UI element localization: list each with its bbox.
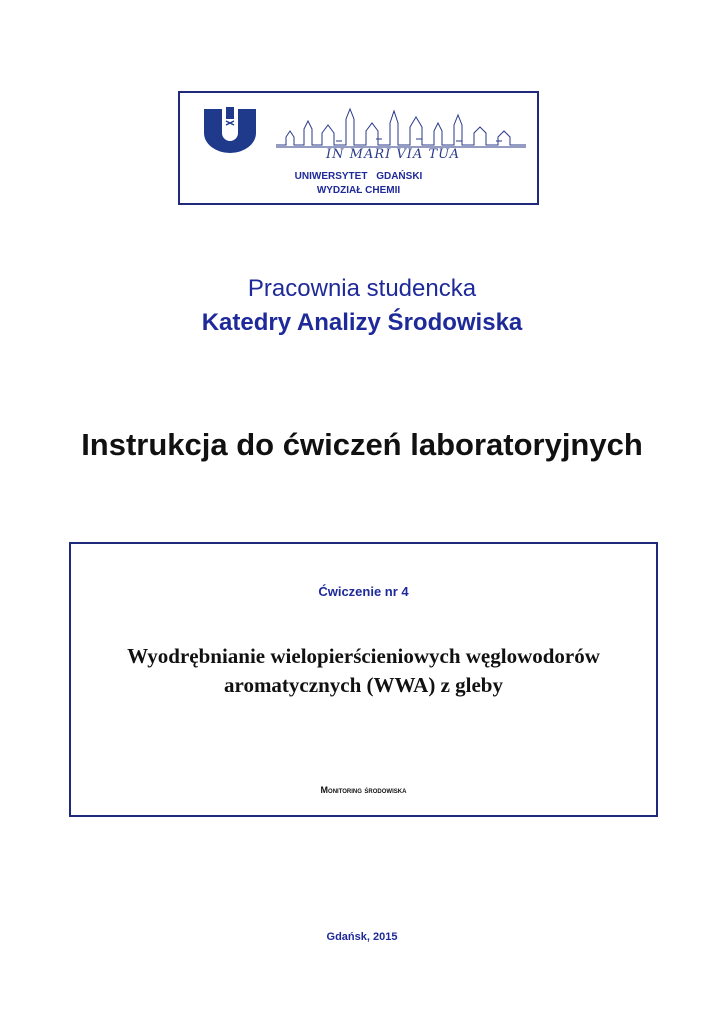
- exercise-title: [81, 642, 646, 700]
- footer-place-date: Gdańsk, 2015: [326, 931, 398, 943]
- motto: IN MARI VIA TUA: [326, 147, 461, 162]
- header-box: [178, 91, 539, 205]
- document-title: Instrukcja do ćwiczeń laboratoryjnych: [81, 427, 643, 462]
- exercise-box: [69, 542, 658, 817]
- lab-name: Pracownia studencka: [247, 275, 477, 302]
- exercise-title-line1: Wyodrębnianie wielopierścieniowych węglowodorów: [127, 644, 600, 668]
- university-logo-icon: [200, 105, 260, 153]
- faculty-name: WYDZIAŁ CHEMII: [316, 185, 401, 196]
- exercise-subject: Monitoring środowiska: [320, 785, 407, 795]
- department-name: Katedry Analizy Środowiska: [201, 309, 523, 336]
- university-name: UNIWERSYTET GDAŃSKI: [294, 171, 423, 182]
- city-skyline-icon: [276, 101, 526, 151]
- exercise-number: Ćwiczenie nr 4: [318, 584, 409, 599]
- exercise-title-line2: aromatycznych (WWA) z gleby: [224, 673, 503, 697]
